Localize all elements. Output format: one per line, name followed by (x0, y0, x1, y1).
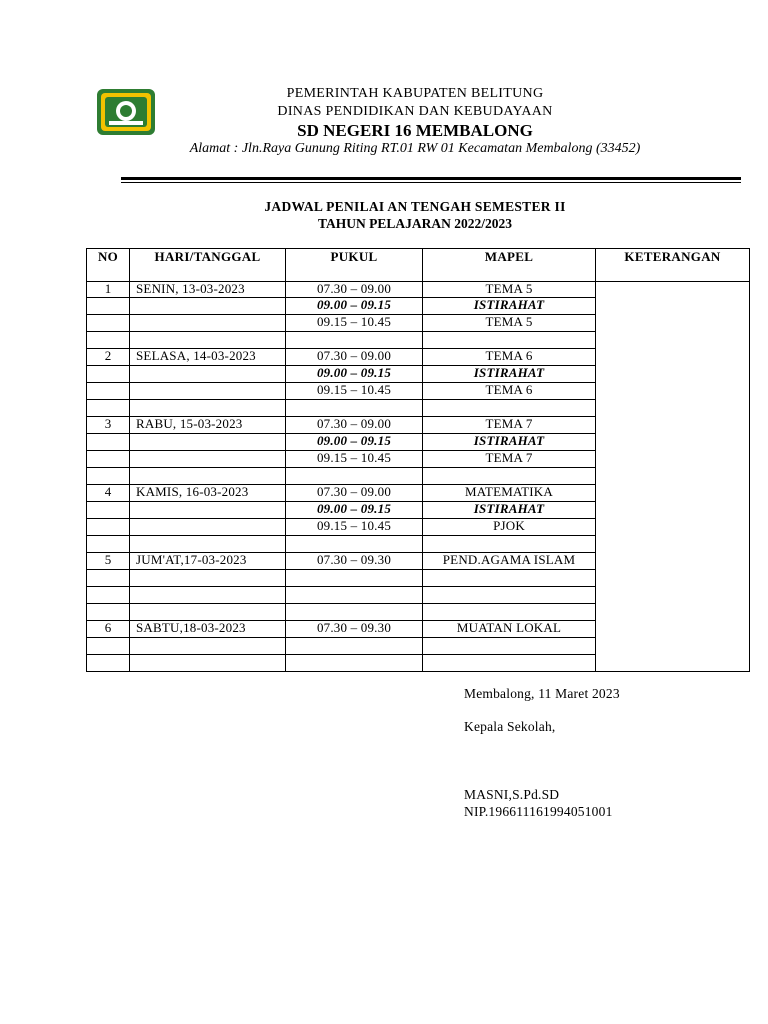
cell-no (87, 468, 130, 485)
cell-day-date (130, 468, 286, 485)
header-no: NO (87, 249, 130, 282)
cell-day-date (130, 383, 286, 400)
cell-day-date: JUM'AT,17-03-2023 (130, 553, 286, 570)
cell-day-date: RABU, 15-03-2023 (130, 417, 286, 434)
cell-subject: MATEMATIKA (423, 485, 596, 502)
cell-no (87, 570, 130, 587)
header-divider-thick (121, 177, 741, 180)
cell-subject: TEMA 6 (423, 349, 596, 366)
cell-no: 4 (87, 485, 130, 502)
school-name: SD NEGERI 16 MEMBALONG (297, 121, 533, 140)
cell-subject: TEMA 5 (423, 315, 596, 332)
header-subject: MAPEL (423, 249, 596, 282)
cell-subject (423, 332, 596, 349)
cell-subject (423, 655, 596, 672)
cell-subject: ISTIRAHAT (423, 434, 596, 451)
cell-day-date: SENIN, 13-03-2023 (130, 282, 286, 298)
cell-subject (423, 587, 596, 604)
cell-time (286, 604, 423, 621)
cell-time (286, 536, 423, 553)
signature-place-date: Membalong, 11 Maret 2023 (464, 686, 620, 701)
cell-time: 07.30 – 09.00 (286, 485, 423, 502)
cell-subject: PEND.AGAMA ISLAM (423, 553, 596, 570)
cell-no: 5 (87, 553, 130, 570)
cell-time (286, 570, 423, 587)
cell-no (87, 383, 130, 400)
cell-no (87, 451, 130, 468)
cell-day-date (130, 638, 286, 655)
table-header-row (87, 249, 750, 282)
cell-subject: MUATAN LOKAL (423, 621, 596, 638)
cell-no (87, 604, 130, 621)
cell-day-date (130, 570, 286, 587)
cell-no: 1 (87, 282, 130, 298)
cell-day-date: SABTU,18-03-2023 (130, 621, 286, 638)
cell-time: 07.30 – 09.00 (286, 417, 423, 434)
cell-subject (423, 638, 596, 655)
cell-subject: ISTIRAHAT (423, 502, 596, 519)
cell-no (87, 502, 130, 519)
cell-time (286, 655, 423, 672)
cell-no (87, 366, 130, 383)
cell-time: 09.15 – 10.45 (286, 519, 423, 536)
cell-no (87, 332, 130, 349)
cell-no (87, 434, 130, 451)
cell-no (87, 400, 130, 417)
cell-day-date (130, 434, 286, 451)
cell-time: 09.00 – 09.15 (286, 366, 423, 383)
cell-no (87, 638, 130, 655)
cell-no (87, 536, 130, 553)
cell-day-date (130, 587, 286, 604)
cell-day-date (130, 655, 286, 672)
cell-day-date (130, 400, 286, 417)
cell-no: 6 (87, 621, 130, 638)
table-row (87, 282, 750, 298)
cell-time: 07.30 – 09.30 (286, 621, 423, 638)
cell-time (286, 468, 423, 485)
cell-time: 07.30 – 09.30 (286, 553, 423, 570)
cell-time: 09.00 – 09.15 (286, 502, 423, 519)
cell-no: 3 (87, 417, 130, 434)
cell-no: 2 (87, 349, 130, 366)
cell-time (286, 587, 423, 604)
cell-time: 09.15 – 10.45 (286, 315, 423, 332)
header-department: DINAS PENDIDIKAN DAN KEBUDAYAAN (277, 104, 553, 119)
header-notes: KETERANGAN (596, 249, 750, 282)
cell-day-date (130, 366, 286, 383)
header-government: PEMERINTAH KABUPATEN BELITUNG (286, 86, 544, 101)
cell-day-date (130, 451, 286, 468)
signature-name: MASNI,S.Pd.SD (464, 787, 560, 802)
cell-time: 07.30 – 09.00 (286, 282, 423, 298)
header-time: PUKUL (286, 249, 423, 282)
cell-time (286, 332, 423, 349)
cell-no (87, 519, 130, 536)
cell-subject (423, 604, 596, 621)
cell-time: 09.15 – 10.45 (286, 451, 423, 468)
cell-subject (423, 400, 596, 417)
cell-subject: PJOK (423, 519, 596, 536)
cell-time: 09.00 – 09.15 (286, 298, 423, 315)
cell-day-date (130, 519, 286, 536)
cell-time (286, 400, 423, 417)
cell-subject: TEMA 7 (423, 417, 596, 434)
academic-year: TAHUN PELAJARAN 2022/2023 (317, 216, 512, 231)
cell-time: 09.15 – 10.45 (286, 383, 423, 400)
cell-subject: ISTIRAHAT (423, 366, 596, 383)
cell-subject: ISTIRAHAT (423, 298, 596, 315)
cell-subject (423, 536, 596, 553)
cell-no (87, 587, 130, 604)
cell-day-date (130, 536, 286, 553)
document-title: JADWAL PENILAI AN TENGAH SEMESTER II (264, 199, 566, 214)
cell-time: 09.00 – 09.15 (286, 434, 423, 451)
cell-subject: TEMA 6 (423, 383, 596, 400)
cell-time (286, 638, 423, 655)
school-address: Alamat : Jln.Raya Gunung Riting RT.01 RW 01 Kecamatan Membalong (33452) (189, 141, 641, 156)
cell-notes (596, 282, 750, 672)
cell-subject: TEMA 7 (423, 451, 596, 468)
cell-subject: TEMA 5 (423, 282, 596, 298)
cell-subject (423, 468, 596, 485)
cell-subject (423, 570, 596, 587)
cell-day-date (130, 298, 286, 315)
cell-day-date (130, 332, 286, 349)
cell-no (87, 298, 130, 315)
cell-day-date (130, 315, 286, 332)
cell-no (87, 315, 130, 332)
cell-day-date (130, 604, 286, 621)
signature-nip: NIP.196611161994051001 (464, 804, 613, 819)
school-logo (95, 87, 157, 137)
cell-day-date: KAMIS, 16-03-2023 (130, 485, 286, 502)
signature-role: Kepala Sekolah, (464, 719, 556, 734)
cell-no (87, 655, 130, 672)
exam-schedule-table (86, 248, 750, 672)
cell-time: 07.30 – 09.00 (286, 349, 423, 366)
header-divider-thin (121, 182, 741, 183)
cell-day-date (130, 502, 286, 519)
header-day-date: HARI/TANGGAL (130, 249, 286, 282)
cell-day-date: SELASA, 14-03-2023 (130, 349, 286, 366)
